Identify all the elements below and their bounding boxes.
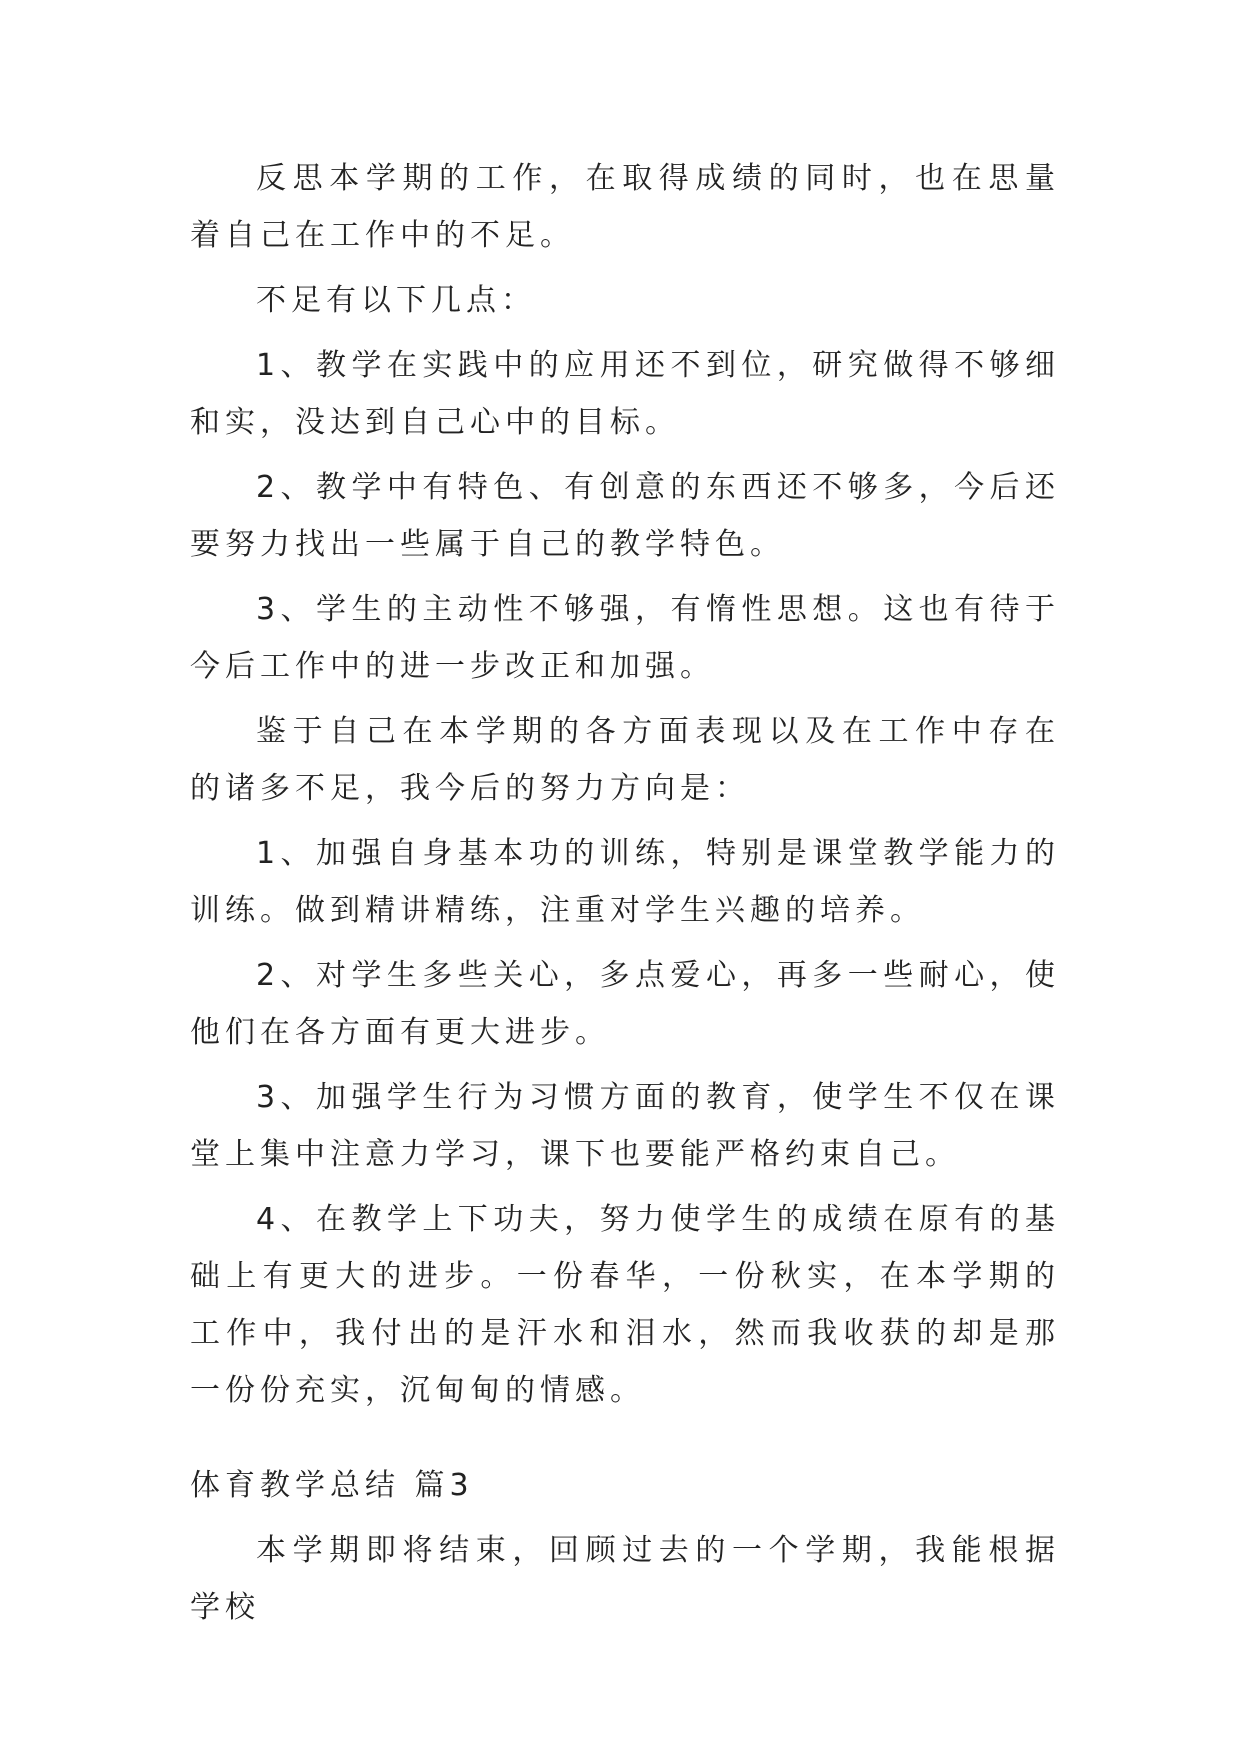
paragraph-direction-3: 3、加强学生行为习惯方面的教育，使学生不仅在课堂上集中注意力学习，课下也要能严格约束自己。: [190, 1080, 1060, 1172]
section-heading: 体育教学总结 篇3: [190, 1468, 474, 1503]
paragraph-shortcoming-3: 3、学生的主动性不够强，有惰性思想。这也有待于今后工作中的进一步改正和加强。: [190, 592, 1060, 684]
paragraph-shortcoming-2: 2、教学中有特色、有创意的东西还不够多，今后还要努力找出一些属于自己的教学特色。: [190, 470, 1060, 562]
paragraph-direction-intro: 鉴于自己在本学期的各方面表现以及在工作中存在的诸多不足，我今后的努力方向是：: [190, 714, 1060, 806]
paragraph-direction-2: 2、对学生多些关心，多点爱心，再多一些耐心，使他们在各方面有更大进步。: [190, 958, 1060, 1050]
paragraph-shortcoming-1: 1、教学在实践中的应用还不到位，研究做得不够细和实，没达到自己心中的目标。: [190, 348, 1060, 440]
paragraph-reflection: 反思本学期的工作，在取得成绩的同时，也在思量着自己在工作中的不足。: [190, 161, 1060, 253]
paragraph-shortcomings-intro: 不足有以下几点：: [256, 283, 536, 318]
paragraph-direction-1: 1、加强自身基本功的训练，特别是课堂教学能力的训练。做到精讲精练，注重对学生兴趣的培养。: [190, 836, 1060, 928]
document-page: [190, 150, 1060, 1644]
paragraph-direction-4: 4、在教学上下功夫，努力使学生的成绩在原有的基础上有更大的进步。一份春华，一份秋实，在本学期的工作中，我付出的是汗水和泪水，然而我收获的却是那一份份充实，沉甸甸的情感。: [190, 1202, 1060, 1408]
paragraph-section3-intro: 本学期即将结束，回顾过去的一个学期，我能根据学校: [190, 1533, 1060, 1625]
